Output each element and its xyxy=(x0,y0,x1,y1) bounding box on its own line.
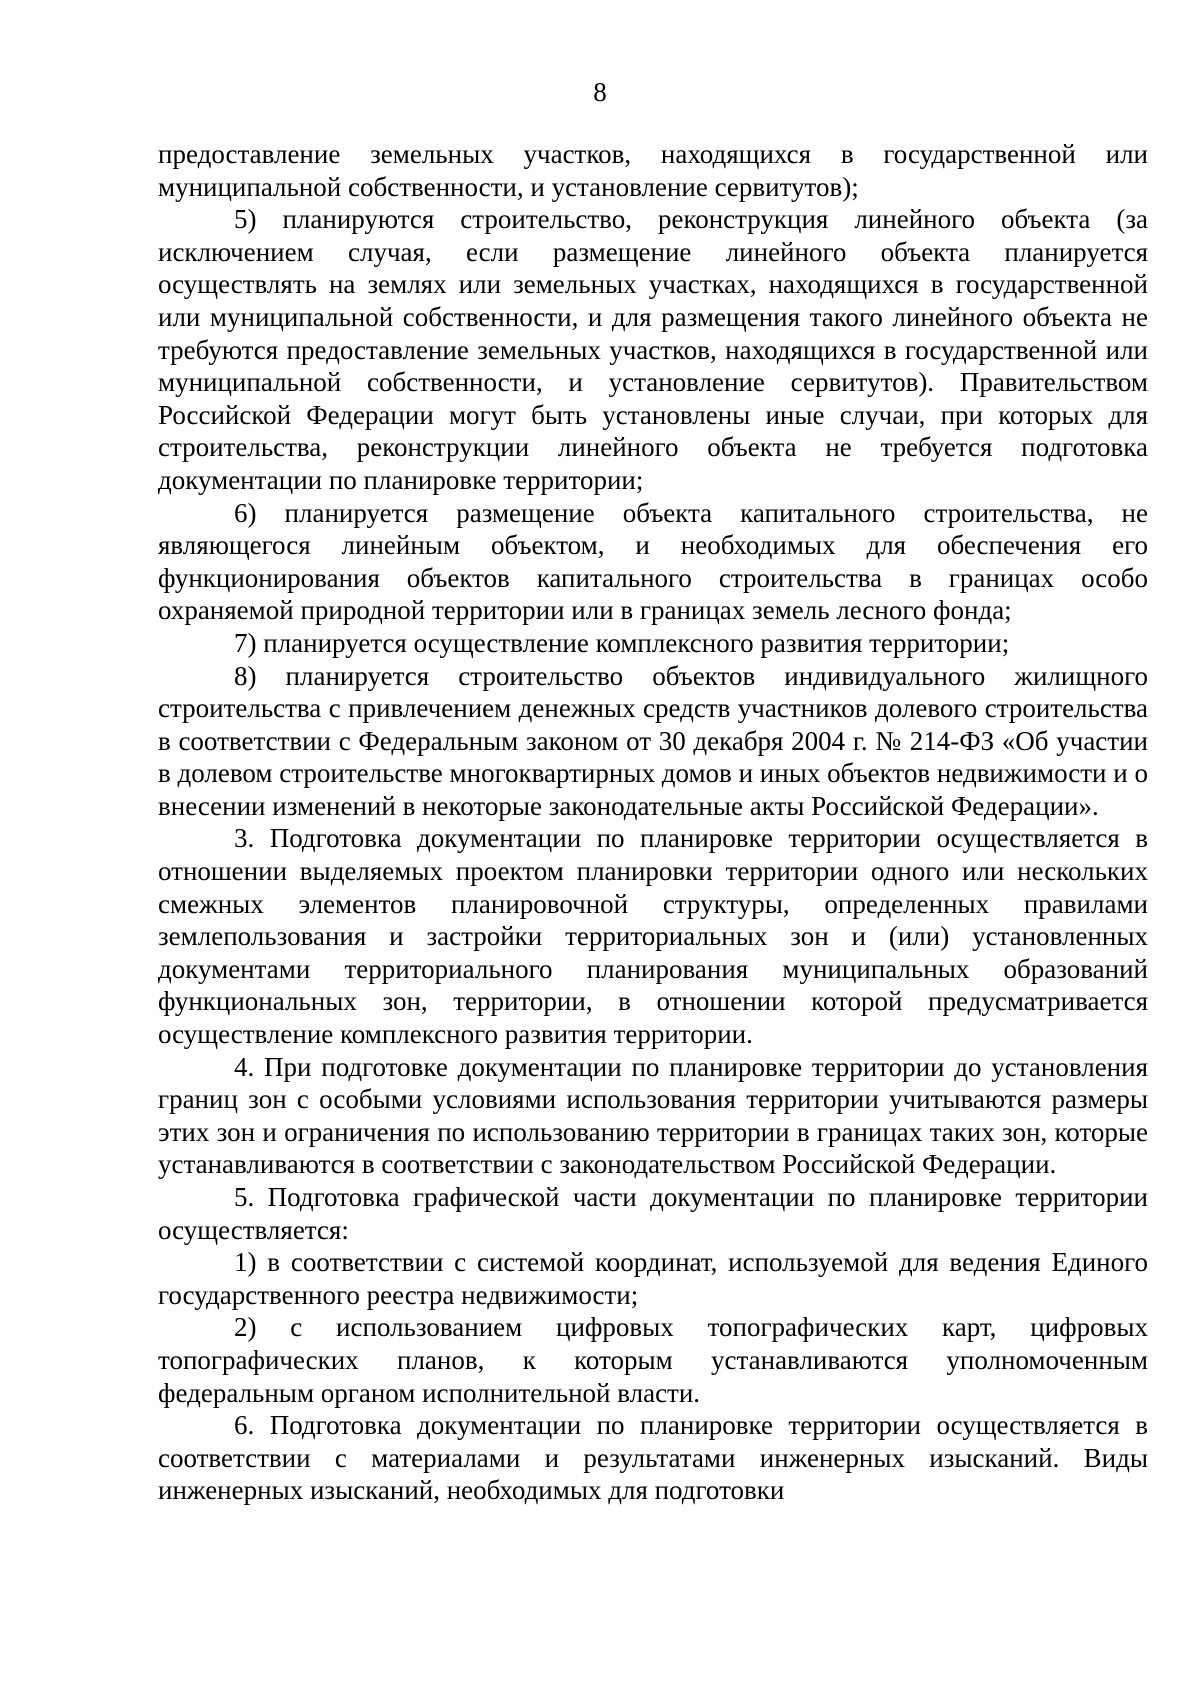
paragraph-section-5: 5. Подготовка графической части документации по планировке территории осуществляется: xyxy=(158,1182,1148,1245)
paragraph-item-7: 7) планируется осуществление комплексного развития территории; xyxy=(234,627,1010,658)
paragraph-item-8: 8) планируется строительство объектов индивидуального жилищного строительства с привлечением денежных средств участников долевого строительства в соответствии с Федеральным законом от 30 декабря 2004 г. № 214-ФЗ «Об участии в долевом строительстве многоквартирных домов и иных объектов недвижимости и о внесении изменений в некоторые законодательные акты Российской Федерации». xyxy=(158,660,1148,821)
paragraph-section-6: 6. Подготовка документации по планировке территории осуществляется в соответствии с материалами и результатами инженерных изысканий. Виды инженерных изысканий, необходимых для подготовки xyxy=(158,1410,1148,1506)
paragraph-continuation: предоставление земельных участков, находящихся в государственной или муниципальной собственности, и установление сервитутов); xyxy=(158,139,1148,202)
paragraph-section-5-item-1: 1) в соответствии с системой координат, используемой для ведения Единого государственного реестра недвижимости; xyxy=(158,1247,1148,1310)
paragraph-section-5-item-2: 2) с использованием цифровых топографических карт, цифровых топографических планов, к которым устанавливаются уполномоченным федеральным органом исполнительной власти. xyxy=(158,1312,1148,1408)
paragraph-section-4: 4. При подготовке документации по планировке территории до установления границ зон с особыми условиями использования территории учитываются размеры этих зон и ограничения по использованию территории в границах таких зон, которые устанавливаются в соответствии с законодательством Российской Федерации. xyxy=(158,1051,1148,1180)
paragraph-section-3: 3. Подготовка документации по планировке территории осуществляется в отношении выделяемых проектом планировки территории одного или нескольких смежных элементов планировочной структуры, определенных правилами землепользования и застройки территориальных зон и (или) установленных документами территориального планирования муниципальных образований функциональных зон, территории, в отношении которой предусматривается осуществление комплексного развития территории. xyxy=(158,823,1148,1050)
paragraph-item-5: 5) планируются строительство, реконструкция линейного объекта (за исключением случая, если размещение линейного объекта планируется осуществлять на землях или земельных участках, находящихся в государственной или муниципальной собственности, и для размещения такого линейного объекта не требуются предоставление земельных участков, находящихся в государственной или муниципальной собственности, и установление сервитутов). Правительством Российской Федерации могут быть установлены иные случаи, при которых для строительства, реконструкции линейного объекта не требуется подготовка документации по планировке территории; xyxy=(158,204,1148,495)
paragraph-item-6: 6) планируется размещение объекта капитального строительства, не являющегося линейным объектом, и необходимых для обеспечения его функционирования объектов капитального строительства в границах особо охраняемой природной территории или в границах земель лесного фонда; xyxy=(158,497,1148,626)
document-body xyxy=(158,138,1148,1507)
page-number: 8 xyxy=(593,77,607,107)
